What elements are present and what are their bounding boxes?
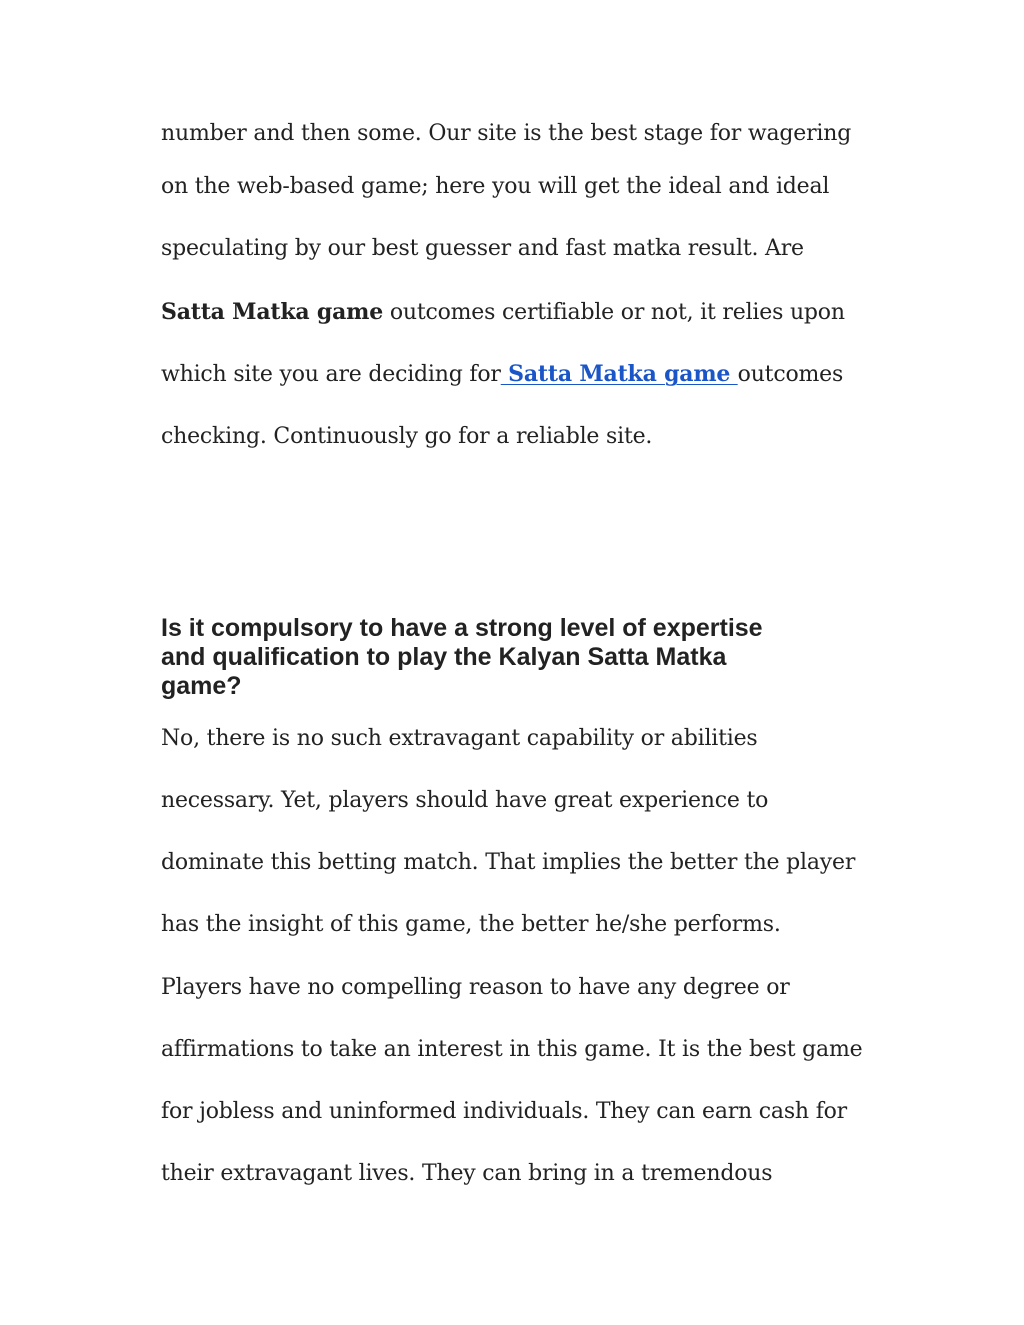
paragraph-2-line-4: has the insight of this game, the better he/she performs. — [161, 912, 781, 937]
paragraph-2-line-2: necessary. Yet, players should have great experience to — [161, 788, 769, 813]
section-heading-line-3: game? — [161, 672, 242, 700]
paragraph-1-line-5 — [161, 359, 843, 390]
section-heading-line-2: and qualification to play the Kalyan Satta Matka — [161, 643, 727, 671]
paragraph-1-line-1: number and then some. Our site is the best stage for wagering — [161, 121, 852, 146]
section-heading-line-1: Is it compulsory to have a strong level of expertise — [161, 614, 763, 642]
section-heading — [161, 614, 881, 701]
paragraph-1-line-5-start: which site you are deciding for — [161, 362, 501, 387]
satta-matka-game-link[interactable]: Satta Matka game — [500, 361, 738, 387]
paragraph-2-line-6: affirmations to take an interest in this game. It is the best game — [161, 1037, 863, 1062]
paragraph-1-line-5-end: outcomes — [737, 362, 844, 387]
paragraph-2-line-8: their extravagant lives. They can bring in a tremendous — [161, 1161, 773, 1186]
paragraph-1-line-2: on the web-based game; here you will get the ideal and ideal — [161, 174, 830, 199]
paragraph-2-line-5: Players have no compelling reason to have any degree or — [161, 975, 790, 1000]
paragraph-2-line-7: for jobless and uninformed individuals. They can earn cash for — [161, 1099, 848, 1124]
paragraph-2-line-3: dominate this betting match. That implies the better the player — [161, 850, 856, 875]
paragraph-2-line-1: No, there is no such extravagant capability or abilities — [161, 726, 758, 751]
bold-keyword: Satta Matka game — [161, 299, 384, 325]
paragraph-1-line-3: speculating by our best guesser and fast matka result. Are — [161, 236, 804, 261]
paragraph-1-line-6: checking. Continuously go for a reliable site. — [161, 424, 653, 449]
paragraph-1-line-4-rest: outcomes certifiable or not, it relies upon — [383, 300, 845, 325]
paragraph-1-line-4 — [161, 297, 845, 328]
